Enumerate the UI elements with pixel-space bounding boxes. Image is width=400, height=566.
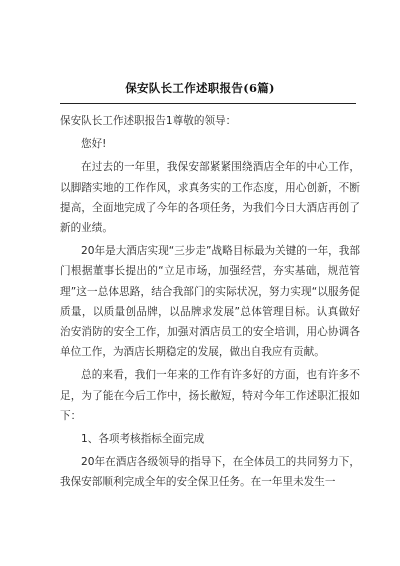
- paragraph-summary: 总的来看，我们一年来的工作有许多好的方面，也有许多不足，为了能在今后工作中，扬长敝短，特对今年工作述职汇报如下：: [60, 369, 360, 422]
- document-title: 保安队长工作述职报告(6篇): [125, 81, 275, 95]
- section-heading-1: 1、各项考核指标全面完成: [81, 433, 205, 446]
- paragraph-section-1: 20年在酒店各级领导的指导下，在全体员工的共同努力下，我保安部顺利完成全年的安全保卫任务。在一年里未发生一: [60, 456, 360, 489]
- paragraph-intro: 在过去的一年里，我保安部紧紧围绕酒店全年的中心工作，以脚踏实地的工作作风，求真务实的工作态度，用心创新，不断提高，全面地完成了今年的各项任务，为我们今日大酒店再创了新的业绩。: [60, 161, 360, 235]
- document-body: [60, 111, 360, 496]
- greeting: 您好!: [81, 138, 107, 151]
- title-divider: [60, 103, 356, 104]
- paragraph-strategy: 20年是大酒店实现“三步走”战略目标最为关键的一年，我部门根据董事长提出的“立足市场，加强经营，夯实基础，规范管理”这一总体思路，结合我部门的实际状况，努力实现“以服务促质量，以质量创品牌，以品牌求发展”总体管理目标。认真做好治安消防的安全工作，加强对酒店员工的安全培训，用心协调各单位工作，为酒店长期稳定的发展，做出自我应有贡献。: [60, 245, 360, 359]
- salutation-line: 保安队长工作述职报告1尊敬的领导：: [60, 115, 237, 127]
